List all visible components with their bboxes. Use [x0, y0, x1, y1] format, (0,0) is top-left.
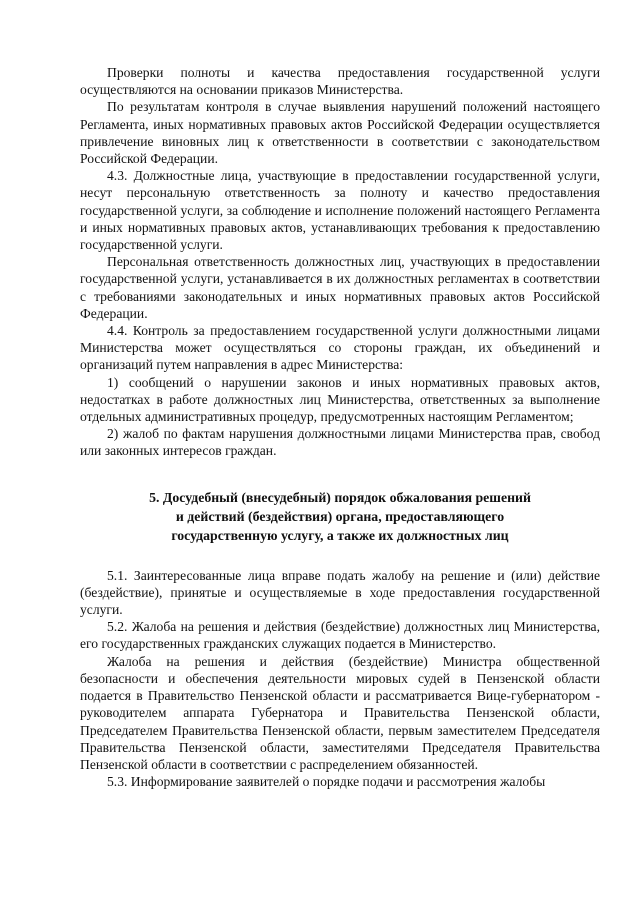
section-5-heading-line-3: государственную услугу, а также их должностных лиц — [171, 527, 509, 543]
paragraph-5-2: 5.2. Жалоба на решения и действия (бездействие) должностных лиц Министерства, его государственных гражданских служащих подается в Министерство. — [80, 619, 600, 652]
paragraph-personal-responsibility: Персональная ответственность должностных лиц, участвующих в предоставлении государственной услуги, устанавливается в их должностных регламентах в соответствии с требованиями законодательных и иных нормативных правовых актов Российской Федерации. — [80, 254, 600, 321]
paragraph-4-3: 4.3. Должностные лица, участвующие в предоставлении государственной услуги, несут персональную ответственность за полноту и качество предоставления государственной услуги, за соблюдение и исполнение положений настоящего Регламента и иных нормативных правовых актов, устанавливающих требования к предоставлению государственной услуги. — [80, 168, 600, 253]
paragraph-4-4: 4.4. Контроль за предоставлением государственной услуги должностными лицами Министерства может осуществляться со стороны граждан, их объединений и организаций путем направления в адрес Министерства: — [80, 323, 600, 373]
paragraph-5-1: 5.1. Заинтересованные лица вправе подать жалобу на решение и (или) действие (бездействие), принятые и осуществляемые в ходе предоставления государственной услуги. — [80, 567, 600, 618]
paragraph-5-3: 5.3. Информирование заявителей о порядке подачи и рассмотрения жалобы — [107, 774, 546, 790]
paragraph-control-results: По результатам контроля в случае выявления нарушений положений настоящего Регламента, иных нормативных правовых актов Российской Федерации осуществляется привлечение виновных лиц к ответственности в соответствии с законодательством Российской Федерации. — [80, 99, 600, 167]
section-5-heading-line-2: и действий (бездействия) органа, предоставляющего — [175, 508, 505, 524]
paragraph-minister-complaint: Жалоба на решения и действия (бездействие) Министра общественной безопасности и обеспечения деятельности мировых судей в Пензенской области подается в Правительство Пензенской области и рассматривается Вице-губернатором - руководителем аппарата Губернатора и Правительства Пензенской области, Председателем Правительства Пензенской области, первым заместителем Председателя Правительства Пензенской области, заместителями Председателя Правительства Пензенской области в соответствии с распределением обязанностей. — [80, 653, 600, 772]
list-item-1: 1) сообщений о нарушении законов и иных нормативных правовых актов, недостатках в работе должностных лиц Министерства, ответственных за выполнение отдельных административных процедур, предусмотренных настоящим Регламентом; — [80, 374, 600, 425]
section-5-heading-line-1: 5. Досудебный (внесудебный) порядок обжалования решений — [149, 489, 531, 505]
list-item-2: 2) жалоб по фактам нарушения должностными лицами Министерства прав, свобод или законных интересов граждан. — [80, 426, 600, 459]
paragraph-inspections: Проверки полноты и качества предоставления государственной услуги осуществляются на основании приказов Министерства. — [80, 65, 600, 98]
section-5-heading — [80, 488, 600, 545]
